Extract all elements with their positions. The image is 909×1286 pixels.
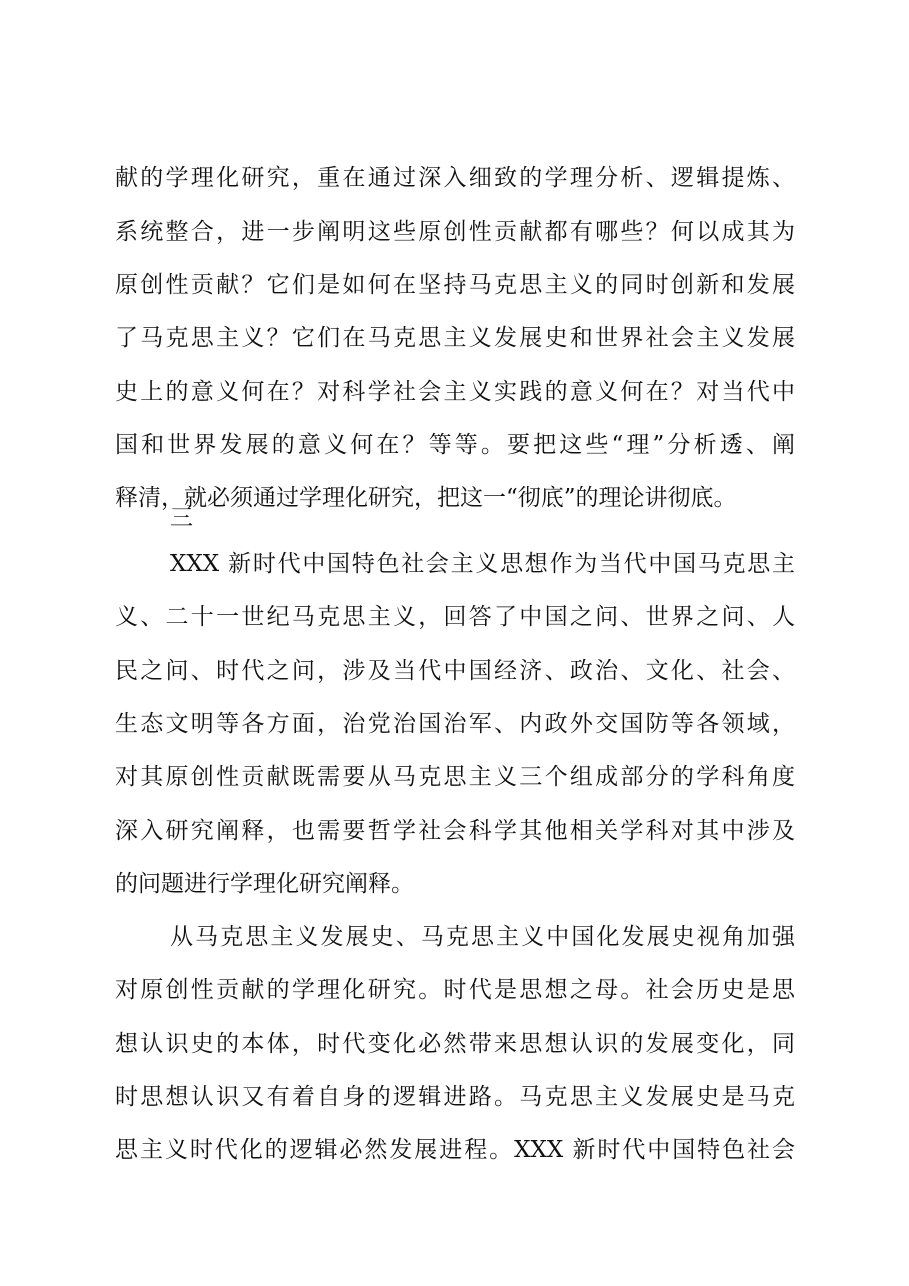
paragraph-1-line-2: 系统整合，进一步阐明这些原创性贡献都有哪些？何以成其为 (115, 219, 795, 245)
paragraph-2-line-3: 民之问、时代之问，涉及当代中国经济、政治、文化、社会、 (115, 658, 795, 684)
paragraph-3-line-5: 思主义时代化的逻辑必然发展进程。XXX 新时代中国特色社会 (115, 1137, 795, 1163)
paragraph-3-line-1: 从马克思主义发展史、马克思主义中国化发展史视角加强 (170, 924, 795, 950)
paragraph-3-line-3: 想认识史的本体，时代变化必然带来思想认识的发展变化，同 (115, 1031, 795, 1057)
paragraph-2-line-2: 义、二十一世纪马克思主义，回答了中国之问、世界之问、人 (115, 604, 795, 630)
paragraph-1-line-4: 了马克思主义？它们在马克思主义发展史和世界社会主义发展 (115, 325, 795, 351)
paragraph-1-line-5: 史上的意义何在？对科学社会主义实践的意义何在？对当代中 (115, 379, 795, 405)
paragraph-3-line-2: 对原创性贡献的学理化研究。时代是思想之母。社会历史是思 (115, 977, 795, 1003)
paragraph-1-line-6: 国和世界发展的意义何在？等等。要把这些“理”分析透、阐 (115, 432, 795, 458)
paragraph-1-line-3: 原创性贡献？它们是如何在坚持马克思主义的同时创新和发展 (115, 272, 795, 298)
paragraph-2-line-7: 的问题进行学理化研究阐释。 (115, 871, 414, 897)
paragraph-2-line-1: XXX 新时代中国特色社会主义思想作为当代中国马克思主 (170, 551, 795, 577)
paragraph-2-line-5: 对其原创性贡献既需要从马克思主义三个组成部分的学科角度 (115, 764, 795, 790)
paragraph-2-line-4: 生态文明等各方面，治党治国治军、内政外交国防等各领域， (115, 711, 795, 737)
paragraph-2-line-6: 深入研究阐释，也需要哲学社会科学其他相关学科对其中涉及 (115, 818, 795, 844)
section-heading: 三 (170, 505, 193, 531)
paragraph-1-line-1: 献的学理化研究，重在通过深入细致的学理分析、逻辑提炼、 (115, 165, 795, 191)
paragraph-3-line-4: 时思想认识又有着自身的逻辑进路。马克思主义发展史是马克 (115, 1084, 795, 1110)
paragraph-1-line-7: 释清，就必须通过学理化研究，把这一“彻底”的理论讲彻底。 (115, 485, 737, 511)
